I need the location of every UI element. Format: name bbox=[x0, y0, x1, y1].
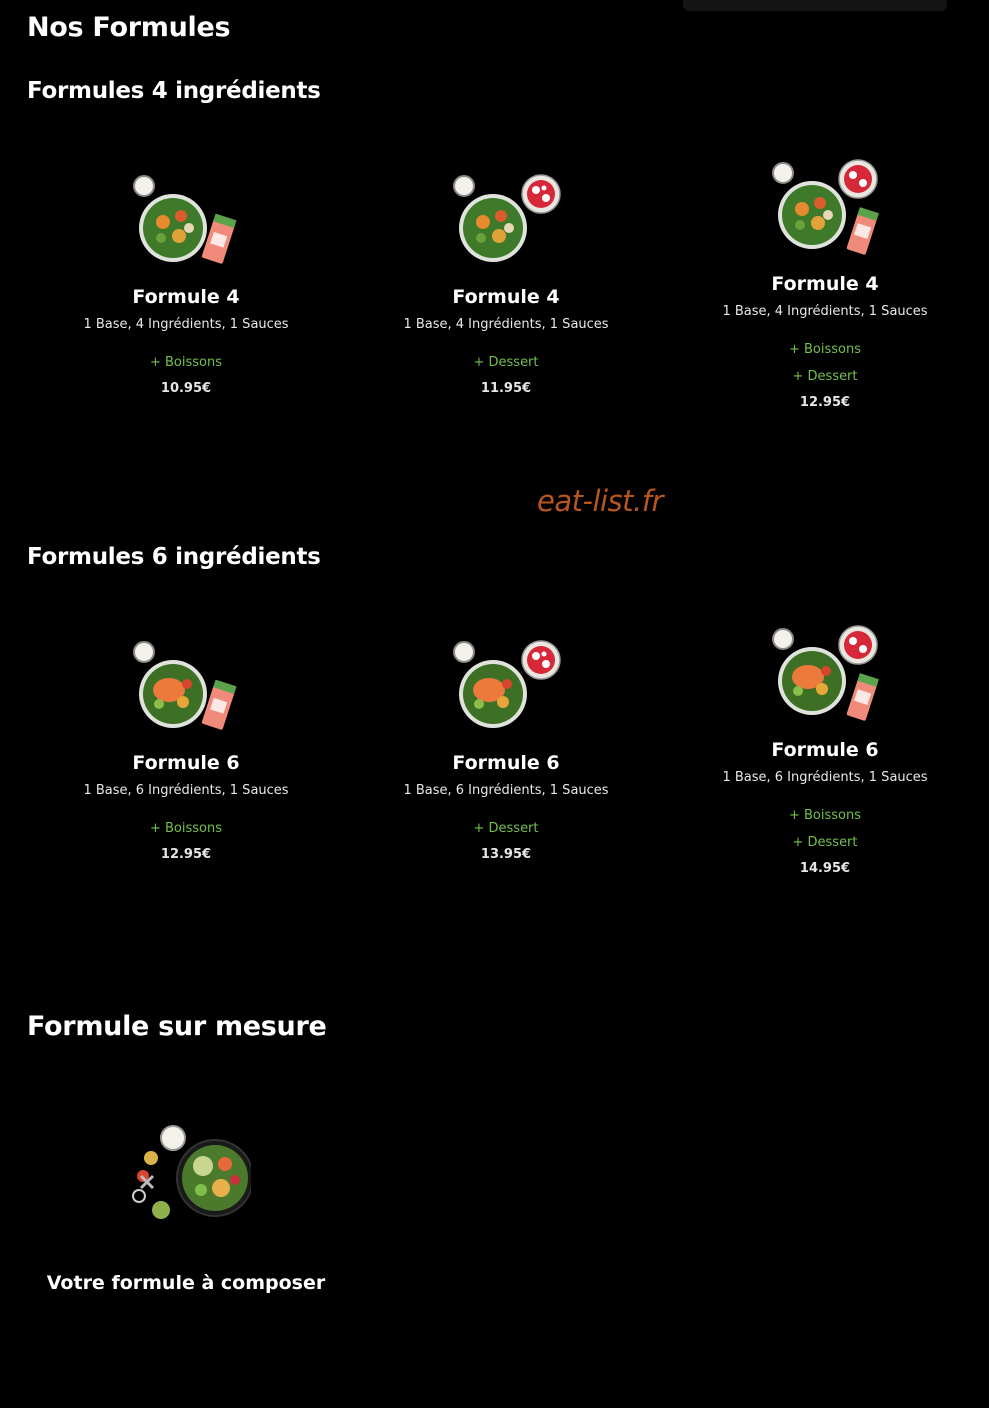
formula-price: 12.95€ bbox=[799, 395, 851, 410]
formula-description: 1 Base, 6 Ingrédients, 1 Sauces bbox=[722, 770, 928, 785]
custom-poke-bowl-icon bbox=[121, 1118, 251, 1228]
custom-formula-label: Votre formule à composer bbox=[46, 1272, 326, 1294]
addon-dessert: + Dessert bbox=[473, 355, 539, 370]
formula-price: 11.95€ bbox=[480, 381, 532, 396]
formula-price: 13.95€ bbox=[480, 847, 532, 862]
formula-name: Formule 6 bbox=[132, 752, 240, 774]
salmon-bowl-icon bbox=[131, 638, 241, 738]
formula-price: 12.95€ bbox=[160, 847, 212, 862]
watermark: eat-list.fr bbox=[537, 484, 663, 518]
formula-card[interactable] bbox=[36, 638, 336, 862]
page-title: Nos Formules bbox=[27, 12, 231, 43]
addon-dessert: + Dessert bbox=[792, 835, 858, 850]
addon-dessert: + Dessert bbox=[792, 369, 858, 384]
salad-bowl-icon bbox=[770, 159, 880, 259]
top-bar-fragment bbox=[683, 0, 947, 11]
formula-name: Formule 6 bbox=[452, 752, 560, 774]
formula-description: 1 Base, 4 Ingrédients, 1 Sauces bbox=[403, 317, 609, 332]
formula-name: Formule 4 bbox=[132, 286, 240, 308]
addon-drinks: + Boissons bbox=[788, 808, 862, 823]
formula-card[interactable] bbox=[356, 172, 656, 396]
formula-name: Formule 6 bbox=[771, 739, 879, 761]
formula-card[interactable] bbox=[36, 172, 336, 396]
formula-description: 1 Base, 4 Ingrédients, 1 Sauces bbox=[722, 304, 928, 319]
formula-description: 1 Base, 4 Ingrédients, 1 Sauces bbox=[83, 317, 289, 332]
salad-bowl-icon bbox=[131, 172, 241, 272]
addon-drinks: + Boissons bbox=[149, 821, 223, 836]
formula-card[interactable] bbox=[675, 625, 975, 876]
section-title-6-ingredients: Formules 6 ingrédients bbox=[27, 544, 321, 570]
custom-formula-card[interactable] bbox=[36, 1118, 336, 1294]
formula-name: Formule 4 bbox=[771, 273, 879, 295]
formula-description: 1 Base, 6 Ingrédients, 1 Sauces bbox=[83, 783, 289, 798]
addon-drinks: + Boissons bbox=[149, 355, 223, 370]
formula-name: Formule 4 bbox=[452, 286, 560, 308]
formula-price: 10.95€ bbox=[160, 381, 212, 396]
section-title-custom: Formule sur mesure bbox=[27, 1011, 327, 1042]
formula-card[interactable] bbox=[675, 159, 975, 410]
addon-drinks: + Boissons bbox=[788, 342, 862, 357]
salmon-bowl-icon bbox=[770, 625, 880, 725]
salad-bowl-icon bbox=[451, 172, 561, 272]
formula-price: 14.95€ bbox=[799, 861, 851, 876]
formula-card[interactable] bbox=[356, 638, 656, 862]
section-title-4-ingredients: Formules 4 ingrédients bbox=[27, 78, 321, 104]
addon-dessert: + Dessert bbox=[473, 821, 539, 836]
salmon-bowl-icon bbox=[451, 638, 561, 738]
formula-description: 1 Base, 6 Ingrédients, 1 Sauces bbox=[403, 783, 609, 798]
